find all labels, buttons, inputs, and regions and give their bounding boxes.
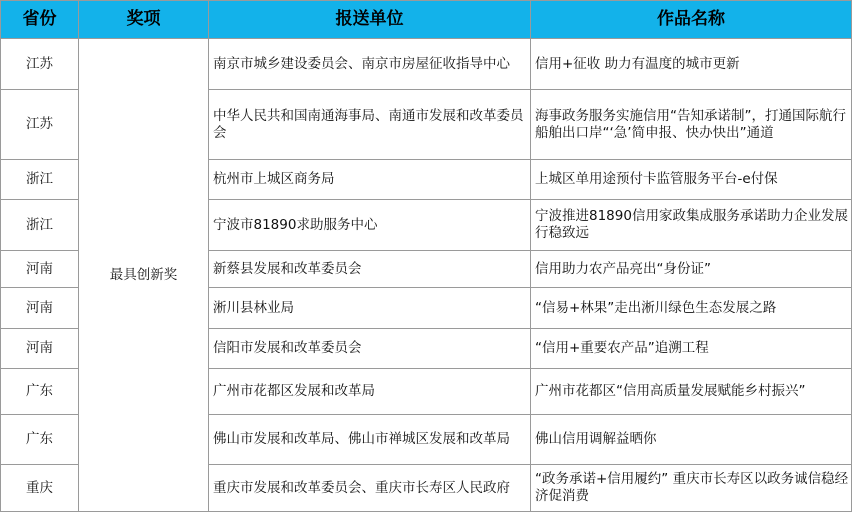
work-cell: 广州市花都区“信用高质量发展赋能乡村振兴” <box>531 369 852 415</box>
table-row <box>1 39 852 90</box>
unit-cell: 新蔡县发展和改革委员会 <box>209 251 531 288</box>
work-cell: 信用+征收 助力有温度的城市更新 <box>531 39 852 90</box>
unit-cell: 信阳市发展和改革委员会 <box>209 329 531 369</box>
unit-cell: 佛山市发展和改革局、佛山市禅城区发展和改革局 <box>209 415 531 465</box>
province-cell: 广东 <box>1 369 79 415</box>
work-cell: “信易+林果”走出淅川绿色生态发展之路 <box>531 288 852 329</box>
work-cell: “信用+重要农产品”追溯工程 <box>531 329 852 369</box>
unit-cell: 宁波市81890求助服务中心 <box>209 200 531 251</box>
work-cell: 信用助力农产品亮出“身份证” <box>531 251 852 288</box>
work-cell: 佛山信用调解益晒你 <box>531 415 852 465</box>
province-cell: 广东 <box>1 415 79 465</box>
unit-cell: 重庆市发展和改革委员会、重庆市长寿区人民政府 <box>209 465 531 512</box>
province-cell: 浙江 <box>1 160 79 200</box>
header-row <box>1 1 852 39</box>
header-work: 作品名称 <box>531 1 852 39</box>
work-cell: “政务承诺+信用履约” 重庆市长寿区以政务诚信稳经济促消费 <box>531 465 852 512</box>
award-cell: 最具创新奖 <box>79 39 209 512</box>
work-cell: 上城区单用途预付卡监管服务平台-e付保 <box>531 160 852 200</box>
unit-cell: 杭州市上城区商务局 <box>209 160 531 200</box>
unit-cell: 南京市城乡建设委员会、南京市房屋征收指导中心 <box>209 39 531 90</box>
unit-cell: 中华人民共和国南通海事局、南通市发展和改革委员会 <box>209 90 531 160</box>
work-cell: 宁波推进81890信用家政集成服务承诺助力企业发展行稳致远 <box>531 200 852 251</box>
province-cell: 重庆 <box>1 465 79 512</box>
header-award: 奖项 <box>79 1 209 39</box>
province-cell: 江苏 <box>1 39 79 90</box>
province-cell: 河南 <box>1 251 79 288</box>
province-cell: 浙江 <box>1 200 79 251</box>
header-unit: 报送单位 <box>209 1 531 39</box>
header-province: 省份 <box>1 1 79 39</box>
province-cell: 河南 <box>1 288 79 329</box>
province-cell: 河南 <box>1 329 79 369</box>
province-cell: 江苏 <box>1 90 79 160</box>
unit-cell: 淅川县林业局 <box>209 288 531 329</box>
unit-cell: 广州市花都区发展和改革局 <box>209 369 531 415</box>
work-cell: 海事政务服务实施信用“告知承诺制”，打通国际航行船舶出口岸“‘急’简申报、快办快出”通道 <box>531 90 852 160</box>
